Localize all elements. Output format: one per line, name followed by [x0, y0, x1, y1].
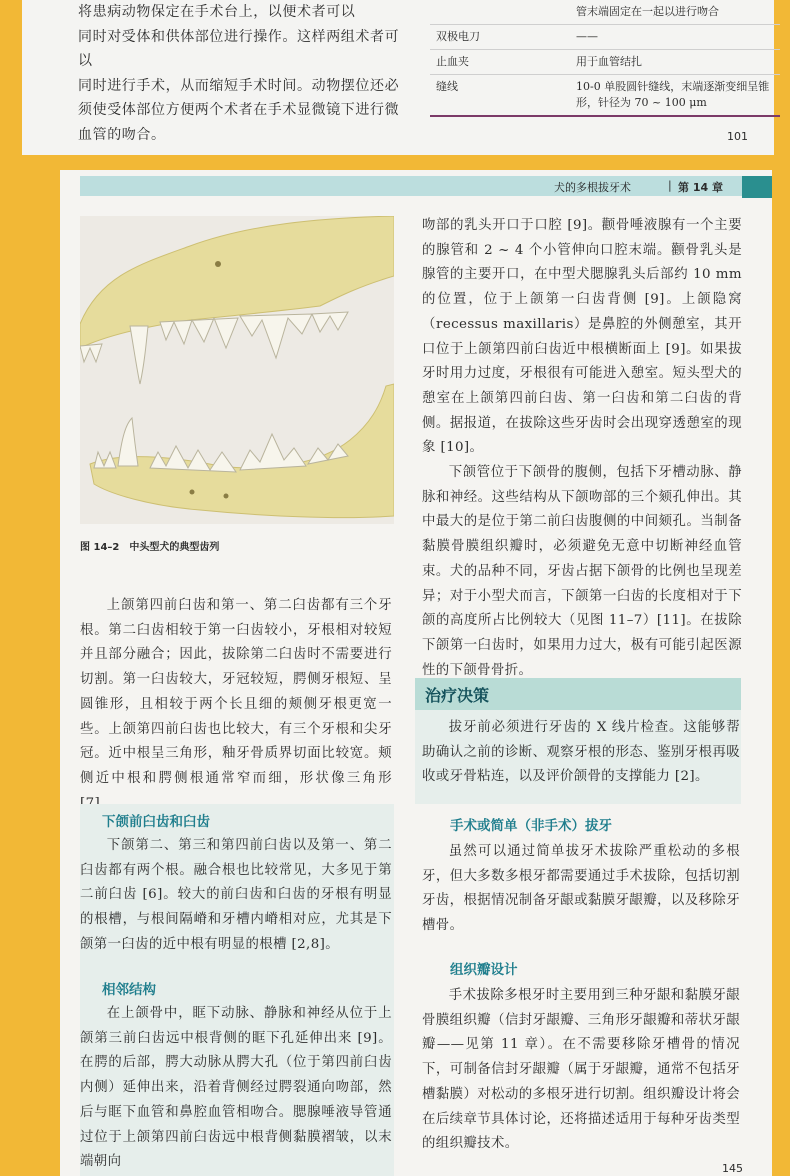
text-line: 将患病动物保定在手术台上，以便术者可以	[78, 4, 356, 20]
subheading: 下颌前臼齿和臼齿	[102, 814, 210, 830]
running-header-title: 犬的多根拔牙术	[554, 181, 631, 194]
table-cell-name	[430, 4, 576, 20]
left-col-block-2	[80, 834, 392, 958]
running-header-chapter: 第 14 章	[678, 181, 723, 194]
upper-carnassial	[240, 314, 312, 358]
dentition-figure	[80, 216, 394, 524]
table-row	[430, 75, 780, 115]
table-row	[430, 50, 780, 75]
table-cell-desc: 管末端固定在一起以进行吻合	[576, 5, 719, 18]
body-paragraph: 下颌第二、第三和第四前臼齿以及第一、第二臼齿都有两个根。融合根也比较常见，大多见于第二前臼齿 [6]。较大的前臼齿和臼齿的牙根有明显的根槽，与根间隔嵴和牙槽内嵴相对应，尤其是下颌第一臼齿的近中根有明显的根槽 [2,8]。	[80, 838, 392, 952]
body-paragraph: 吻部的乳头开口于口腔 [9]。颧骨唾液腺有一个主要的腺管和 2 ~ 4 个小管伸向口腔末端。颧骨乳头是腺管的主要开口，在中型犬腮腺乳头后部约 10 mm 的位置，位于上颌第一臼齿背侧 [9]。上颌隐窝（recessus maxillaris）是鼻腔的外侧憩室，其开口位于上颌第四前臼齿近中根横断面上 [9]。如果拔牙时用力过度，牙根很有可能进入憩室。短头型犬的憩室在上颌第四前臼齿、第一臼齿和第二臼齿的背侧。据报道，在拔除这些牙齿时会出现穿透憩室的现象 [10]。	[422, 218, 742, 456]
right-col-block-3	[422, 840, 740, 939]
table-cell-desc: ——	[576, 30, 598, 43]
table-cell-name: 止血夹	[436, 55, 469, 68]
text-line: 血管的吻合。	[78, 126, 166, 143]
page-number: 101	[727, 130, 748, 143]
running-header-band	[80, 176, 752, 196]
subheading: 手术或简单（非手术）拔牙	[450, 818, 612, 834]
right-col-block-1	[422, 214, 742, 683]
table-row	[430, 25, 780, 50]
body-paragraph: 虽然可以通过简单拔牙术拔除严重松动的多根牙，但大多数多根牙都需要通过手术拔除，包括切割牙齿，根据情况制备牙龈或黏膜牙龈瓣，以及移除牙槽骨。	[422, 844, 740, 934]
right-col-block-2	[422, 716, 740, 790]
previous-page	[22, 0, 774, 155]
right-col-block-4	[422, 984, 740, 1157]
body-paragraph: 上颌第四前臼齿和第一、第二臼齿都有三个牙根。第二臼齿相较于第一臼齿较小，牙根相对较短并且部分融合；因此，拔除第二臼齿时不需要进行切割。第一臼齿较大，牙冠较短，腭侧牙根短、呈圆锥形，且相较于两个长且细的颊侧牙根更宽一些。上颌第四前臼齿也比较大，有三个牙根和尖牙冠。近中根呈三角形，釉牙骨质界切面比较宽。颊侧近中根和腭侧根通常窄而细，形状像三角形	[80, 598, 392, 786]
table-cell-name: 缝线	[436, 80, 458, 93]
text-line: 同时进行手术，从而缩短手术时间。动物摆位还必	[78, 77, 400, 94]
left-col-block-3	[80, 1002, 392, 1175]
subheading: 相邻结构	[102, 982, 156, 998]
upper-canine	[130, 326, 148, 384]
lower-carnassial	[240, 434, 306, 470]
upper-incisors	[80, 344, 102, 362]
current-page	[60, 170, 772, 1176]
subheading: 组织瓣设计	[450, 962, 518, 978]
table-row	[430, 0, 780, 25]
section-heading: 治疗决策	[425, 686, 490, 705]
infraorbital-foramen	[215, 261, 221, 267]
upper-premolars	[160, 318, 238, 348]
left-col-block-1	[80, 594, 392, 816]
instrument-table	[430, 0, 780, 117]
body-paragraph: 拔牙前必须进行牙齿的 X 线片检查。这能够帮助确认之前的诊断、观察牙根的形态、鉴别牙根再吸收或牙骨粘连，以及评价颌骨的支撑能力 [2]。	[422, 720, 740, 785]
mental-foramen	[190, 490, 195, 495]
page-number: 145	[722, 1162, 743, 1175]
text-line: 同时对受体和供体部位进行操作。这样两组术者可以	[78, 28, 400, 69]
table-cell-desc: 10-0 单股圆针缝线，末端逐渐变细呈锥形，针径为 70 ~ 100 μm	[576, 80, 770, 109]
body-paragraph: 手术拔除多根牙时主要用到三种牙龈和黏膜牙龈骨膜组织瓣（信封牙龈瓣、三角形牙龈瓣和蒂状牙龈瓣——见第 11 章）。在不需要移除牙槽骨的情况下，可制备信封牙龈瓣（属于牙龈瓣，通常不包括牙槽黏膜）对松动的多根牙进行切割。组织瓣设计将会在后续章节具体讨论，还将描述适用于每种牙齿类型的组织瓣技术。	[422, 988, 740, 1152]
dentition-illustration	[80, 216, 394, 524]
lower-canine	[118, 418, 138, 466]
body-paragraph: 下颌管位于下颌骨的腹侧，包括下牙槽动脉、静脉和神经。这些结构从下颌吻部的三个颏孔伸出。其中最大的是位于第二前臼齿腹侧的中间颏孔。当制备黏膜骨膜组织瓣时，必须避免无意中切断神经血管束。犬的品种不同，牙齿占据下颌骨的比例也呈现差异；对于小型犬而言，下颌第一臼齿的长度相对于下颌的高度所占比例较大（见图 11–7）[11]。在拔除下颌第一臼齿时，如果用力过大，极有可能引起医源性的下颌骨骨折。	[422, 465, 742, 678]
text-line: 须使受体部位方便两个术者在手术显微镜下进行微	[78, 102, 400, 118]
body-paragraph: 在上颌骨中，眶下动脉、静脉和神经从位于上颌第三前臼齿远中根背侧的眶下孔延伸出来 [9]。在腭的后部，腭大动脉从腭大孔（位于第四前臼齿内侧）延伸出来，沿着背侧经过腭裂通向吻部，然后与眶下血管和鼻腔血管相吻合。腮腺唾液导管通过位于上颌第四前臼齿远中根背侧黏膜褶皱，以末端朝向	[80, 1006, 392, 1170]
previous-page-text	[78, 0, 408, 147]
table-cell-name: 双极电刀	[436, 30, 480, 43]
table-cell-desc: 用于血管结扎	[576, 55, 642, 68]
figure-caption: 图 14–2 中头型犬的典型齿列	[80, 542, 220, 553]
mental-foramen	[224, 494, 229, 499]
running-header-separator: |	[668, 179, 672, 192]
upper-jaw-bone	[80, 216, 394, 348]
chapter-tab	[742, 176, 772, 198]
upper-molars	[312, 312, 348, 332]
